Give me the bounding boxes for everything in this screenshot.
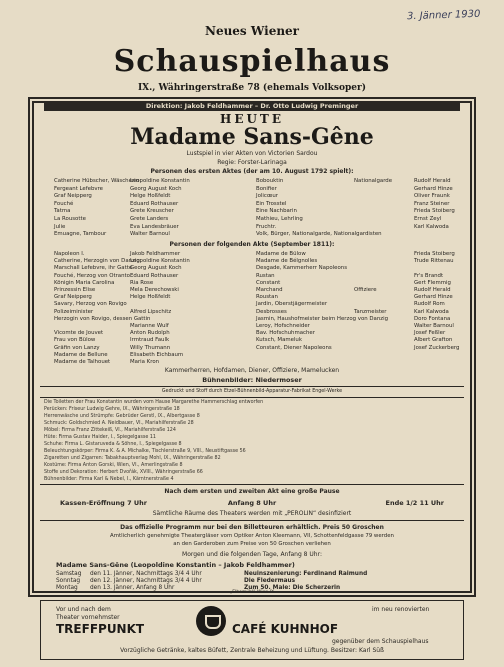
credits-line: Gedruckt und Stoff durch Etzel-Bühnenbild-Apparatur-Fabrikat Engel-Werke — [161, 389, 343, 394]
cast-actor: Marianne Wulf — [130, 323, 169, 329]
cast-role: Madame de Bélgnolles — [256, 258, 318, 265]
ad-left-line1: Vor und nach dem — [56, 606, 111, 613]
schedule-time: den 13. Jänner, Anfang 8 Uhr — [90, 585, 175, 591]
cast-actor: Oliver Fraunk — [414, 193, 450, 200]
theater-title: Schauspielhaus — [113, 44, 391, 79]
divider — [40, 520, 464, 521]
cast-actor: Josef Zuckerberg — [414, 344, 460, 351]
cast-actor: Helge Hoßfeldt — [130, 193, 171, 200]
cast-role: Bobouktin — [256, 178, 284, 184]
cast-role: Bav. Hofschuhmacher — [256, 330, 315, 337]
schedule-day: Sonntag — [56, 578, 81, 584]
cast-role: Catherine Hübscher, Wäscherin — [54, 178, 140, 184]
cast-actor: Leopoldine Konstantin — [130, 178, 190, 184]
cast-actor: Albert Grafton — [414, 337, 453, 344]
schedule-time: den 12. Jänner, Nachmittags 3/4 4 Uhr — [90, 578, 202, 584]
cast-role: Herzogin von Rovigo, dessen Gattin — [54, 315, 151, 322]
cast-role: Emuagne, Tambour — [54, 231, 107, 238]
cast-role: Fruchtr. — [256, 223, 277, 230]
cast-role: Bonifier — [256, 185, 277, 192]
cast-actor: Alfred Lipschitz — [130, 308, 172, 315]
cast-role: Catherine, Herzogin von Danzig — [54, 258, 140, 265]
cast-actor: Franz Steiner — [414, 200, 450, 207]
cast-actor: Maria Kron — [130, 359, 160, 365]
cast-actor: Frieda Stoiberg — [414, 208, 455, 215]
supplier-line: Kostüme: Firma Anton Gorski, Wien, VI., Amerlingstraße 8 — [44, 463, 183, 468]
cast-actor: Rudolf Rom — [414, 301, 445, 308]
cast-actor: Elisabeth Eichbaum — [130, 351, 184, 358]
cast-actor: Trude Rittenau — [414, 258, 454, 265]
program-line-1: Das offizielle Programm nur bei den Billetteuren erhältlich. Preis 50 Groschen — [120, 524, 384, 531]
cast-role: Leroy, Hofschneider — [256, 323, 310, 329]
cast-actor: Gerhard Hinze — [414, 185, 453, 192]
cast-role: Julie — [54, 223, 66, 230]
cast-role: Kutsch, Mameluk — [256, 337, 302, 344]
cast-role: Fouché, Herzog von Otranto — [54, 272, 130, 279]
cast-actor: Irmtraud Faulk — [130, 337, 170, 344]
program-line-2: Amtlicherlich genehmigte Theatergläser vom Optiker Anton Kleemann, VII, Schottenfeldgasse 79 werden — [110, 533, 394, 539]
cast-role: La Rousotte — [54, 216, 86, 222]
cast-role: Polizeiminister — [54, 308, 94, 315]
divider — [40, 386, 464, 387]
cast-role: Fouché — [54, 200, 74, 207]
cast-role: Jasmin, Haushofmeister beim Herzog von Danzig — [256, 315, 389, 322]
supplier-line: Schmuck: Goldschmied A. Neidbauer, VI., Mariahilferstraße 28 — [44, 421, 194, 426]
supplier-line: Möbel: Firma Franz Zittekeiß, VI., Mariahilferstraße 124 — [44, 428, 176, 433]
cast-role: Constant, Diener Napoleons — [256, 344, 332, 351]
header-line1: Neues Wiener — [204, 24, 300, 38]
cast-actor: Grete Kreuscher — [130, 208, 174, 215]
time-start: Anfang 8 Uhr — [227, 499, 277, 507]
cast-role: Vicomte de Jouvet — [54, 330, 104, 337]
cast-actor: Gerhard Hinze — [414, 294, 453, 301]
ad-left-line2: Theater vornehmster — [56, 614, 120, 621]
supplier-line: Perücken: Friseur Ludwig Gehre, IX., Währingerstraße 18 — [44, 407, 180, 412]
cast-actor: Josef Feßler — [414, 330, 446, 337]
cast-group: Nationalgarde — [354, 178, 393, 184]
direction-text: Direktion: Jakob Feldhammer – Dr. Otto Ludwig Preminger — [145, 102, 359, 110]
cast-actor: Karl Kalwoda — [414, 223, 449, 230]
cast-role: Constant — [256, 279, 281, 286]
theater-address: IX., Währingerstraße 78 (ehemals Volksoper) — [137, 83, 367, 93]
cast-actor: Karl Kalwoda — [414, 308, 449, 315]
cast-actor: Fr's Brandt — [414, 272, 444, 279]
cast-actor: Willy Thumann — [130, 344, 171, 351]
act1-heading: Personen des ersten Aktes (der am 10. August 1792 spielt): — [150, 168, 354, 175]
supplier-line: Schuhe: Firma L. Gistaruveda & Söhne, I., Spiegelgasse 8 — [44, 442, 182, 447]
direction-bar — [44, 101, 460, 111]
act2-heading: Personen der folgenden Akte (September 1811): — [169, 241, 335, 248]
cast-role: Desbrosses — [256, 308, 287, 315]
cast-actor: Walter Barnoul — [130, 231, 170, 238]
cast-actor: Georg August Koch — [130, 265, 182, 272]
divider — [40, 484, 464, 485]
schedule-day: Samstag — [56, 571, 82, 577]
play-regie: Regie: Forster-Larinaga — [217, 159, 287, 166]
time-doors: Kassen-Eröffnung 7 Uhr — [60, 499, 147, 507]
ad-name-left: TREFFPUNKT — [56, 622, 145, 636]
cast-actor: Eva Landesbräuer — [130, 223, 179, 230]
schedule-day: Montag — [56, 585, 78, 591]
play-subtitle: Lustspiel in vier Akten von Victorien Sardou — [186, 150, 318, 157]
program-line-3: an den Garderoben zum Preise von 50 Groschen verliehen — [173, 541, 331, 547]
ad-right-line1: im neu renovierten — [372, 606, 430, 613]
cast-role: Desgade, Kammerherr Napoleons — [256, 265, 348, 272]
printer: „Elbemühl“ Wien IX — [229, 590, 275, 595]
cast-actor: Helge Hoßfeldt — [130, 294, 171, 301]
cast-role: Graf Neipperg — [54, 193, 92, 200]
schedule-play: Zum 50. Male: Die Scherzerin — [244, 585, 341, 591]
cast-actor: Ernst Zeyl — [414, 216, 442, 222]
play-title: Madame Sans-Gêne — [130, 124, 374, 150]
cast-actor: Rudolf Herald — [414, 178, 451, 184]
cast-actor: Walter Barnoul — [414, 323, 454, 329]
cast-role: Savary, Herzog von Rovigo — [54, 301, 127, 308]
cast-role: Madame de Talhouet — [54, 359, 111, 365]
cast-actor: Anton Rudolph — [130, 330, 170, 337]
disinfect-note: Sämtliche Räume des Theaters werden mit „PEROLIN“ desinfiziert — [152, 510, 352, 517]
cast-actor: Gert Flemmig — [414, 279, 451, 286]
cast-actor: Doro Fontana — [414, 315, 451, 322]
cast-role: Eine Nachbarin — [256, 208, 297, 215]
cast-role: Volk, Bürger, Nationalgarde, Nationalgardisten — [256, 231, 382, 238]
ad-name-right: CAFÉ KUHNHOF — [232, 622, 339, 636]
supplier-line: Beleuchtungskörper: Firma K. & A. Michalke, Tischlerstraße 9, VIII., Neustiftgasse 56 — [44, 449, 246, 454]
cast-role: Gräfin von Lanzy — [54, 344, 100, 351]
ad-footer: Vorzügliche Getränke, kaltes Büfett, Zentrale Beheizung und Lüftung. Besitzer: Karl Süß — [120, 647, 384, 654]
supplier-line: Hüte: Firma Gustav Haider, I., Spiegelgasse 11 — [44, 435, 156, 440]
schedule-play: Neuinszenierung: Ferdinand Raimund — [244, 571, 368, 577]
cast-role: Tatma — [54, 208, 71, 215]
cast-role: Fergeant Lefebvre — [54, 185, 103, 192]
cast-role: Madame de Bülow — [256, 251, 306, 257]
ad-right-line2: gegenüber dem Schauspielhaus — [332, 638, 429, 645]
following-play: Madame Sans-Gêne (Leopoldine Konstantin – Jakob Feldhammer) — [56, 561, 295, 569]
cast-actor: Leopoldine Konstantin — [130, 258, 190, 265]
cast-actor: Georg August Koch — [130, 185, 182, 192]
cast-role: Napoleon I. — [54, 251, 85, 257]
cast-role: Jolicœur — [256, 193, 278, 200]
cast-role: Jardin, Oberstjägermeister — [256, 301, 328, 308]
intermission: Nach dem ersten und zweiten Akt eine große Pause — [164, 488, 340, 495]
supplier-line: Die Toiletten der Frau Konstantin wurden vom Hause Margarethe Hammerschlag entworfen — [44, 400, 264, 405]
cast-actor: Frieda Stoiberg — [414, 251, 455, 257]
following-days: Morgen und die folgenden Tage, Anfang 8 Uhr: — [182, 551, 322, 558]
supplier-line: Bühnenbilder: Firma Karl & Nebel, I., Kärntnerstraße 4 — [44, 477, 174, 482]
stage-design: Bühnenbilder: Niedermoser — [202, 376, 302, 384]
cast-actor: Eduard Rothauser — [130, 200, 179, 207]
handwritten-date: 3. Jänner 1930 — [406, 8, 481, 23]
cast-actor: Eduard Rothauser — [130, 272, 179, 279]
schedule-play: Die Fledermaus — [244, 578, 296, 584]
coffee-cup-icon — [196, 606, 226, 636]
divider — [40, 397, 464, 398]
cast-actor: Ria Rose — [130, 279, 154, 286]
time-end: Ende 1/2 11 Uhr — [385, 499, 444, 507]
cast-role: Roustan — [256, 294, 278, 301]
cast-actor: Grete Landers — [130, 216, 169, 222]
cast-role: Frau von Bülow — [54, 337, 96, 344]
cast-role: Mathieu, Lehrling — [256, 216, 303, 222]
supplier-line: Herrenwäsche und Strümpfe: Gebrüder Gerstl, IX., Albertgasse 8 — [44, 414, 200, 419]
cast-group: Tanzmeister — [354, 308, 387, 315]
cast-role: Rustan — [256, 272, 275, 279]
today-label: HEUTE — [219, 112, 285, 126]
cast-group: Offiziere — [354, 287, 377, 293]
act2-extras: Kammerherren, Hofdamen, Diener, Offiziere, Mamelucken — [164, 367, 340, 374]
supplier-line: Stoffe und Dekoration: Herbert Dvořák, XVIII., Währingerstraße 66 — [44, 470, 203, 475]
cast-role: Graf Neipperg — [54, 294, 92, 301]
cast-role: Prinzessin Elise — [54, 287, 96, 293]
cast-role: Madame de Bellune — [54, 351, 108, 358]
cast-role: Königin Maria Carolina — [54, 279, 115, 286]
schedule-time: den 11. Jänner, Nachmittags 3/4 4 Uhr — [90, 571, 202, 577]
cast-actor: Jakob Feldhammer — [130, 251, 181, 257]
cast-role: Ein Trosstel — [256, 200, 287, 207]
supplier-line: Zigaretten und Zigarren: Tabakhauptverlag Mohl, IX., Währingerstraße 82 — [44, 456, 221, 461]
cast-actor: Rudolf Herald — [414, 287, 451, 293]
cast-actor: Mela Derechowski — [130, 287, 179, 293]
cast-role: Marschall Lefebvre, ihr Gatte — [54, 265, 133, 272]
cast-role: Marchand — [256, 287, 283, 293]
